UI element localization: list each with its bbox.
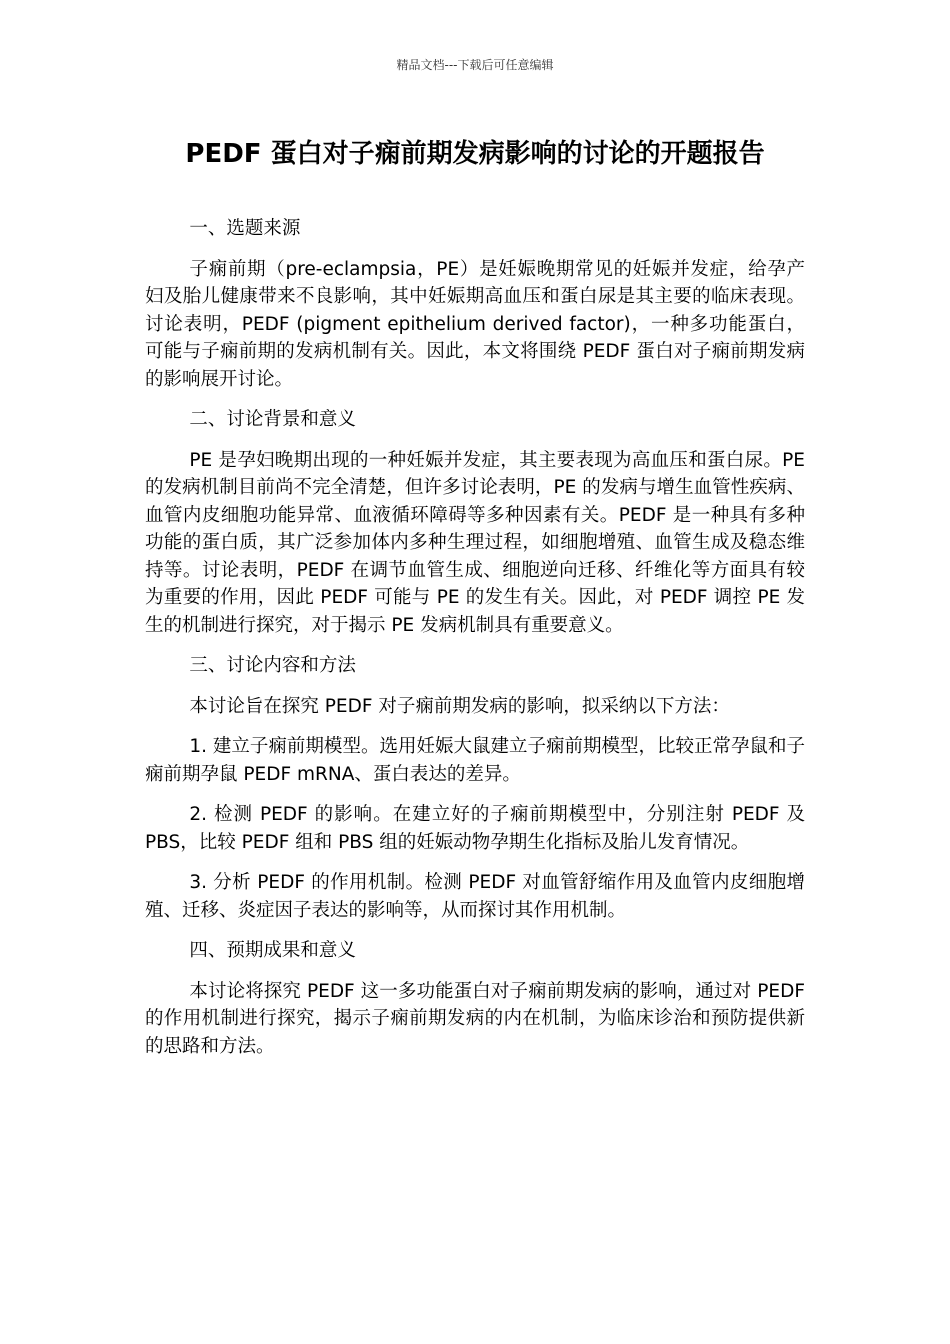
section-3-item-2: 2. 检测 PEDF 的影响。在建立好的子痫前期模型中，分别注射 PEDF 及 PBS，比较 PEDF 组和 PBS 组的妊娠动物孕期生化指标及胎儿发育情况。 [145, 804, 805, 853]
section-3-heading: 三、讨论内容和方法 [189, 655, 356, 676]
section-3-intro: 本讨论旨在探究 PEDF 对子痫前期发病的影响，拟采纳以下方法： [189, 695, 730, 717]
section-1-paragraph: 子痫前期（pre-eclampsia，PE）是妊娠晚期常见的妊娠并发症，给孕产妇及胎儿健康带来不良影响，其中妊娠期高血压和蛋白尿是其主要的临床表现。讨论表明，PEDF (pigment epithelium derived factor)，一种多功能蛋白，可能与子痫前期的发病机制有关。因此，本文将围绕 PEDF 蛋白对子痫前期发病的影响展开讨论。 [145, 258, 805, 390]
section-2-paragraph: PE 是孕妇晚期出现的一种妊娠并发症，其主要表现为高血压和蛋白尿。PE 的发病机制目前尚不完全清楚，但许多讨论表明，PE 的发病与增生血管性疾病、血管内皮细胞功能异常、血液循环障碍等多种因素有关。PEDF 是一种具有多种功能的蛋白质，其广泛参加体内多种生理过程，如细胞增殖、血管生成及稳态维持等。讨论表明，PEDF 在调节血管生成、细胞逆向迁移、纤维化等方面具有较为重要的作用，因此 PEDF 可能与 PE 的发生有关。因此，对 PEDF 调控 PE 发生的机制进行探究，对于揭示 PE 发病机制具有重要意义。 [145, 449, 805, 636]
section-3-item-3: 3. 分析 PEDF 的作用机制。检测 PEDF 对血管舒缩作用及血管内皮细胞增殖、迁移、炎症因子表达的影响等，从而探讨其作用机制。 [145, 872, 805, 921]
section-2-heading: 二、讨论背景和意义 [189, 409, 356, 430]
section-4-paragraph: 本讨论将探究 PEDF 这一多功能蛋白对子痫前期发病的影响，通过对 PEDF 的作用机制进行探究，揭示子痫前期发病的内在机制，为临床诊治和预防提供新的思路和方法。 [145, 980, 805, 1057]
section-4-heading: 四、预期成果和意义 [189, 940, 356, 961]
section-1-heading: 一、选题来源 [189, 218, 301, 239]
section-3-item-1: 1. 建立子痫前期模型。选用妊娠大鼠建立子痫前期模型，比较正常孕鼠和子痫前期孕鼠 PEDF mRNA、蛋白表达的差异。 [145, 736, 805, 785]
document-body [145, 215, 805, 1073]
header-note: 精品文档---下载后可任意编辑 [396, 58, 554, 72]
document-title: PEDF 蛋白对子痫前期发病影响的讨论的开题报告 [185, 139, 765, 169]
